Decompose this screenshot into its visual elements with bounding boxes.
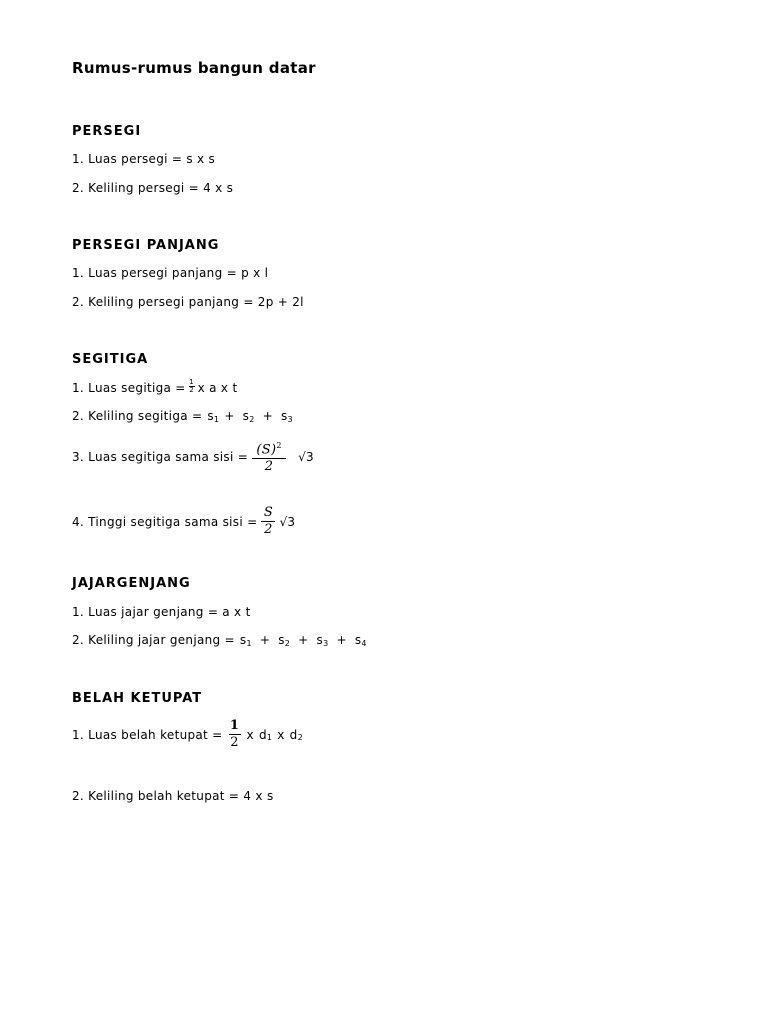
subscript: 3 (323, 638, 329, 648)
formula-keliling-jajar-genjang (72, 633, 367, 647)
formula-prefix: 2. Keliling jajar genjang = (72, 633, 235, 647)
side-s: s (354, 633, 362, 647)
times-sign: x (277, 727, 285, 742)
fraction-s-squared-over-2 (252, 438, 286, 475)
document-title: Rumus-rumus bangun datar (72, 59, 316, 77)
square-root-3: √3 (279, 514, 296, 529)
heading-persegi: PERSEGI (72, 124, 142, 139)
formula-keliling-persegi: 2. Keliling persegi = 4 x s (72, 181, 234, 195)
fraction-denominator: 2 (264, 459, 274, 475)
side-s: s (242, 409, 250, 423)
fraction-half (189, 379, 195, 394)
formula-luas-persegi-panjang: 1. Luas persegi panjang = p x l (72, 266, 269, 280)
side-s: s (278, 633, 285, 647)
fraction-numerator: S (263, 505, 274, 520)
formula-prefix: 3. Luas segitiga sama sisi = (72, 449, 249, 464)
fraction-numerator: 1 (189, 378, 195, 386)
fraction-half (229, 718, 241, 751)
subscript: 1 (246, 638, 252, 648)
heading-belah-ketupat: BELAH KETUPAT (72, 691, 203, 706)
formula-luas-persegi: 1. Luas persegi = s x s (72, 152, 216, 166)
formula-luas-segitiga-sama-sisi (72, 438, 314, 475)
plus-sign: + (259, 633, 271, 647)
subscript: 4 (361, 638, 367, 648)
subscript: 2 (284, 638, 291, 648)
numerator-base: (S) (256, 442, 277, 458)
side-s: s (316, 633, 324, 647)
formula-keliling-persegi-panjang: 2. Keliling persegi panjang = 2p + 2l (72, 295, 304, 309)
formula-prefix: 1. Luas belah ketupat = (72, 727, 223, 742)
subscript: 2 (297, 733, 303, 742)
fraction-denominator: 2 (264, 522, 273, 537)
exponent: 2 (276, 441, 282, 450)
times-sign: x (246, 727, 254, 742)
formula-keliling-belah-ketupat: 2. Keliling belah ketupat = 4 x s (72, 789, 274, 803)
fraction-denominator: 2 (230, 735, 239, 750)
side-s: s (280, 409, 288, 423)
subscript: 3 (287, 414, 293, 424)
formula-rest: x a x t (197, 380, 238, 395)
formula-prefix: 1. Luas segitiga = (72, 380, 186, 395)
fraction-numerator (256, 438, 281, 458)
formula-tinggi-segitiga-sama-sisi (72, 505, 295, 538)
plus-sign: + (298, 633, 309, 647)
plus-sign: + (336, 633, 347, 647)
plus-sign: + (224, 409, 235, 423)
fraction-s-over-2 (261, 505, 275, 538)
side-s: s (239, 633, 247, 647)
formula-luas-segitiga (72, 380, 237, 395)
heading-segitiga: SEGITIGA (72, 352, 149, 367)
formula-luas-jajar-genjang: 1. Luas jajar genjang = a x t (72, 605, 251, 619)
plus-sign: + (262, 409, 273, 423)
square-root-3: √3 (298, 449, 314, 464)
formula-prefix: 4. Tinggi segitiga sama sisi = (72, 514, 258, 529)
subscript: 1 (266, 733, 273, 742)
formula-keliling-segitiga (72, 409, 293, 423)
heading-jajargenjang: JAJARGENJANG (72, 576, 191, 591)
side-s: s (207, 409, 214, 423)
fraction-numerator: 1 (229, 718, 240, 733)
formula-luas-belah-ketupat (72, 718, 303, 751)
diagonal-d: d (258, 727, 267, 742)
diagonal-d: d (289, 727, 298, 742)
subscript: 1 (213, 414, 220, 424)
heading-persegi-panjang: PERSEGI PANJANG (72, 238, 220, 253)
formula-prefix: 2. Keliling segitiga = (72, 409, 203, 423)
fraction-denominator: 2 (189, 386, 195, 394)
subscript: 2 (249, 414, 255, 424)
